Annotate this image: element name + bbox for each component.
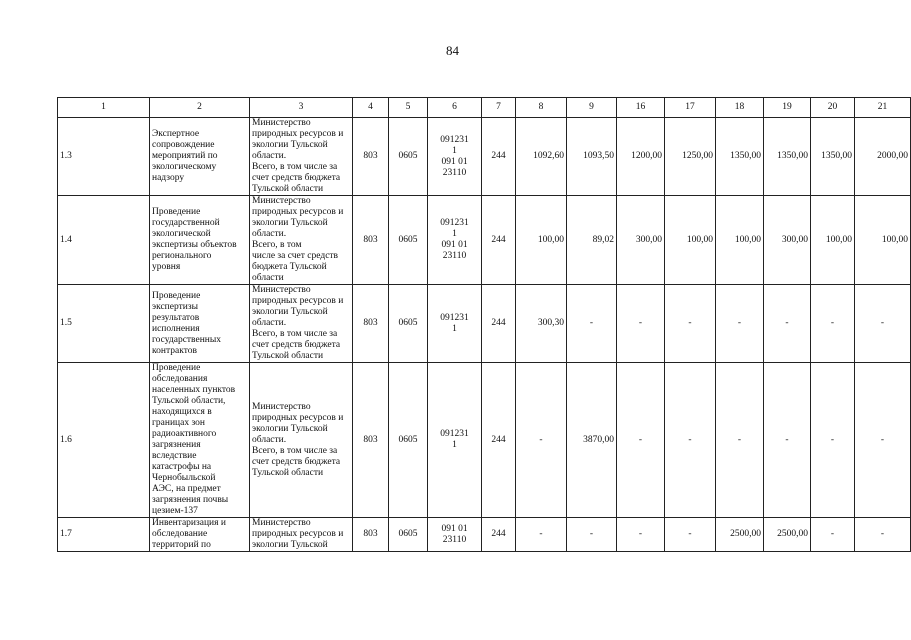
target-article: 091231 1 091 01 23110 <box>428 118 482 196</box>
expense-type: 244 <box>482 518 516 552</box>
page-number: 84 <box>446 43 459 58</box>
expense-type: 244 <box>482 363 516 518</box>
section-code: 0605 <box>389 285 428 363</box>
measure-name: Проведение государственной экологической экспертизы объектов регионального уровня <box>150 196 250 285</box>
amount-col-19: 300,00 <box>764 196 811 285</box>
header-cell: 4 <box>353 98 389 118</box>
measure-name: Проведение экспертизы результатов исполнения государственных контрактов <box>150 285 250 363</box>
row-number: 1.7 <box>58 518 150 552</box>
amount-col-20: - <box>811 285 855 363</box>
executor: Министерство природных ресурсов и экологии Тульской области. Всего, в том числе за счет средств бюджета Тульской области <box>250 285 353 363</box>
amount-col-18: - <box>716 363 764 518</box>
header-cell: 21 <box>855 98 911 118</box>
header-cell: 18 <box>716 98 764 118</box>
amount-col-16: 300,00 <box>617 196 665 285</box>
amount-col-16: - <box>617 285 665 363</box>
budget-table <box>57 97 911 552</box>
amount-col-20: 1350,00 <box>811 118 855 196</box>
amount-col-8: - <box>516 363 567 518</box>
amount-col-8: 300,30 <box>516 285 567 363</box>
header-row <box>58 98 911 118</box>
executor: Министерство природных ресурсов и экологии Тульской <box>250 518 353 552</box>
target-article: 091231 1 <box>428 363 482 518</box>
amount-col-9: - <box>567 518 617 552</box>
amount-col-16: 1200,00 <box>617 118 665 196</box>
header-cell: 8 <box>516 98 567 118</box>
amount-col-9: - <box>567 285 617 363</box>
measure-name: Инвентаризация и обследование территорий по <box>150 518 250 552</box>
section-code: 0605 <box>389 118 428 196</box>
amount-col-17: 100,00 <box>665 196 716 285</box>
amount-col-19: - <box>764 363 811 518</box>
amount-col-20: 100,00 <box>811 196 855 285</box>
amount-col-9: 1093,50 <box>567 118 617 196</box>
ministry-code: 803 <box>353 363 389 518</box>
amount-col-18: 2500,00 <box>716 518 764 552</box>
amount-col-16: - <box>617 518 665 552</box>
expense-type: 244 <box>482 196 516 285</box>
table-row <box>58 196 911 285</box>
section-code: 0605 <box>389 196 428 285</box>
header-cell: 20 <box>811 98 855 118</box>
amount-col-17: - <box>665 285 716 363</box>
amount-col-16: - <box>617 363 665 518</box>
amount-col-8: 1092,60 <box>516 118 567 196</box>
measure-name: Проведение обследования населенных пунктов Тульской области, находящихся в границах зон радиоактивного загрязнения вследствие катастрофы на Чернобыльской АЭС, на предмет загрязнения почвы цезием-137 <box>150 363 250 518</box>
expense-type: 244 <box>482 118 516 196</box>
header-cell: 6 <box>428 98 482 118</box>
amount-col-19: - <box>764 285 811 363</box>
amount-col-17: 1250,00 <box>665 118 716 196</box>
amount-col-21: 100,00 <box>855 196 911 285</box>
header-cell: 17 <box>665 98 716 118</box>
expense-type: 244 <box>482 285 516 363</box>
amount-col-18: 1350,00 <box>716 118 764 196</box>
table-row <box>58 363 911 518</box>
header-cell: 3 <box>250 98 353 118</box>
ministry-code: 803 <box>353 518 389 552</box>
amount-col-17: - <box>665 363 716 518</box>
ministry-code: 803 <box>353 196 389 285</box>
header-cell: 7 <box>482 98 516 118</box>
row-number: 1.6 <box>58 363 150 518</box>
amount-col-8: - <box>516 518 567 552</box>
table-row <box>58 518 911 552</box>
section-code: 0605 <box>389 518 428 552</box>
header-cell: 16 <box>617 98 665 118</box>
executor: Министерство природных ресурсов и экологии Тульской области. Всего, в том числе за счет средств бюджета Тульской области <box>250 196 353 285</box>
amount-col-19: 1350,00 <box>764 118 811 196</box>
amount-col-20: - <box>811 363 855 518</box>
amount-col-21: - <box>855 518 911 552</box>
target-article: 091 01 23110 <box>428 518 482 552</box>
executor: Министерство природных ресурсов и экологии Тульской области. Всего, в том числе за счет средств бюджета Тульской области <box>250 118 353 196</box>
measure-name: Экспертное сопровождение мероприятий по экологическому надзору <box>150 118 250 196</box>
amount-col-20: - <box>811 518 855 552</box>
row-number: 1.5 <box>58 285 150 363</box>
target-article: 091231 1 091 01 23110 <box>428 196 482 285</box>
amount-col-9: 3870,00 <box>567 363 617 518</box>
header-cell: 19 <box>764 98 811 118</box>
row-number: 1.4 <box>58 196 150 285</box>
target-article: 091231 1 <box>428 285 482 363</box>
amount-col-9: 89,02 <box>567 196 617 285</box>
header-cell: 5 <box>389 98 428 118</box>
row-number: 1.3 <box>58 118 150 196</box>
section-code: 0605 <box>389 363 428 518</box>
amount-col-19: 2500,00 <box>764 518 811 552</box>
header-cell: 9 <box>567 98 617 118</box>
amount-col-21: - <box>855 285 911 363</box>
ministry-code: 803 <box>353 118 389 196</box>
ministry-code: 803 <box>353 285 389 363</box>
header-cell: 2 <box>150 98 250 118</box>
amount-col-18: - <box>716 285 764 363</box>
table-row <box>58 285 911 363</box>
amount-col-18: 100,00 <box>716 196 764 285</box>
executor: Министерство природных ресурсов и экологии Тульской области. Всего, в том числе за счет средств бюджета Тульской области <box>250 363 353 518</box>
amount-col-8: 100,00 <box>516 196 567 285</box>
amount-col-21: 2000,00 <box>855 118 911 196</box>
amount-col-17: - <box>665 518 716 552</box>
header-cell: 1 <box>58 98 150 118</box>
amount-col-21: - <box>855 363 911 518</box>
table-row <box>58 118 911 196</box>
